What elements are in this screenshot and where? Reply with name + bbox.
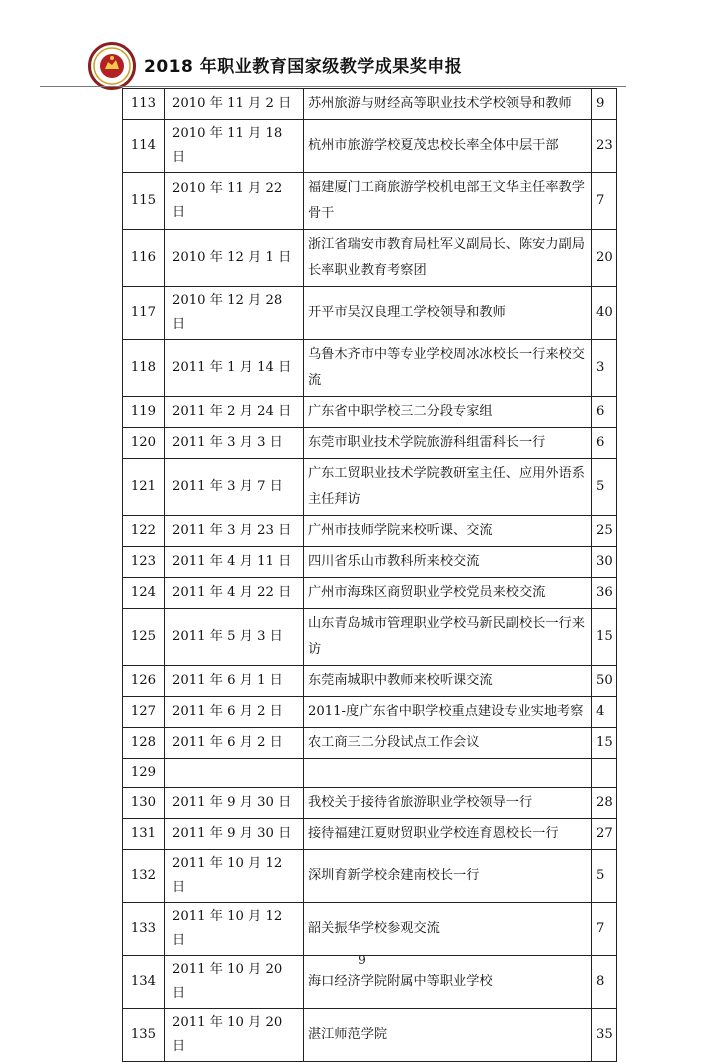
row-number: 121 (123, 459, 165, 516)
visitor-count: 20 (592, 230, 617, 287)
visit-description: 韶关振华学校参观交流 (304, 903, 592, 956)
row-number: 125 (123, 609, 165, 666)
row-number: 123 (123, 547, 165, 578)
visitor-count: 8 (592, 956, 617, 1009)
visit-description: 湛江师范学院 (304, 1009, 592, 1062)
visit-description: 四川省乐山市教科所来校交流 (304, 547, 592, 578)
visit-description: 东莞市职业技术学院旅游科组雷科长一行 (304, 428, 592, 459)
visit-date: 2011 年 10 月 12 日 (165, 850, 304, 903)
visitor-count: 40 (592, 287, 617, 340)
visitor-count: 28 (592, 788, 617, 819)
table-row (123, 230, 617, 287)
visitor-count: 15 (592, 728, 617, 759)
table-row (123, 459, 617, 516)
visitor-count: 6 (592, 397, 617, 428)
visitor-count: 27 (592, 819, 617, 850)
row-number: 114 (123, 120, 165, 173)
visit-description: 广东省中职学校三二分段专家组 (304, 397, 592, 428)
table-row (123, 397, 617, 428)
visit-description: 广州市海珠区商贸职业学校党员来校交流 (304, 578, 592, 609)
visit-date: 2010 年 12 月 1 日 (165, 230, 304, 287)
row-number: 115 (123, 173, 165, 230)
row-number: 128 (123, 728, 165, 759)
table-row (123, 609, 617, 666)
table-row (123, 516, 617, 547)
visit-description: 我校关于接待省旅游职业学校领导一行 (304, 788, 592, 819)
visitor-count: 7 (592, 903, 617, 956)
visit-date: 2011 年 2 月 24 日 (165, 397, 304, 428)
row-number: 129 (123, 759, 165, 788)
row-number: 118 (123, 340, 165, 397)
row-number: 127 (123, 697, 165, 728)
seal-graphic (91, 45, 133, 87)
visit-date: 2011 年 3 月 3 日 (165, 428, 304, 459)
page-number: 9 (358, 953, 366, 967)
visit-log-rows (123, 89, 617, 1062)
table-row (123, 666, 617, 697)
visit-date: 2010 年 12 月 28 日 (165, 287, 304, 340)
table-row (123, 697, 617, 728)
row-number: 116 (123, 230, 165, 287)
table-row (123, 728, 617, 759)
row-number: 130 (123, 788, 165, 819)
visit-description: 广州市技师学院来校听课、交流 (304, 516, 592, 547)
row-number: 122 (123, 516, 165, 547)
table-row (123, 578, 617, 609)
visit-date: 2011 年 4 月 11 日 (165, 547, 304, 578)
table-row (123, 340, 617, 397)
visit-date: 2011 年 9 月 30 日 (165, 788, 304, 819)
document-title: 2018 年职业教育国家级教学成果奖申报 (144, 57, 463, 77)
visit-date: 2011 年 1 月 14 日 (165, 340, 304, 397)
visit-date: 2011 年 5 月 3 日 (165, 609, 304, 666)
visit-description: 农工商三二分段试点工作会议 (304, 728, 592, 759)
table-row (123, 89, 617, 120)
visit-date (165, 759, 304, 788)
school-seal-icon (88, 42, 136, 90)
table-row (123, 428, 617, 459)
visit-date: 2011 年 4 月 22 日 (165, 578, 304, 609)
table-row (123, 850, 617, 903)
visit-description: 开平市吴汉良理工学校领导和教师 (304, 287, 592, 340)
visit-description: 东莞南城职中教师来校听课交流 (304, 666, 592, 697)
visit-date: 2011 年 3 月 23 日 (165, 516, 304, 547)
visit-description: 苏州旅游与财经高等职业技术学校领导和教师 (304, 89, 592, 120)
visit-description: 乌鲁木齐市中等专业学校周冰冰校长一行来校交流 (304, 340, 592, 397)
visit-description: 山东青岛城市管理职业学校马新民副校长一行来访 (304, 609, 592, 666)
table-row (123, 547, 617, 578)
table-row (123, 903, 617, 956)
visitor-count: 36 (592, 578, 617, 609)
visit-log-table (122, 88, 617, 1062)
visit-description: 海口经济学院附属中等职业学校 (304, 956, 592, 1009)
visit-description: 杭州市旅游学校夏茂忠校长率全体中层干部 (304, 120, 592, 173)
visitor-count: 30 (592, 547, 617, 578)
row-number: 117 (123, 287, 165, 340)
visit-description: 2011-度广东省中职学校重点建设专业实地考察 (304, 697, 592, 728)
visitor-count: 9 (592, 89, 617, 120)
visit-date: 2011 年 3 月 7 日 (165, 459, 304, 516)
table-row (123, 819, 617, 850)
visit-description (304, 759, 592, 788)
row-number: 124 (123, 578, 165, 609)
row-number: 113 (123, 89, 165, 120)
visit-date: 2011 年 6 月 1 日 (165, 666, 304, 697)
row-number: 135 (123, 1009, 165, 1062)
table-row (123, 173, 617, 230)
row-number: 132 (123, 850, 165, 903)
visitor-count: 4 (592, 697, 617, 728)
visit-date: 2011 年 6 月 2 日 (165, 697, 304, 728)
table-row (123, 120, 617, 173)
visit-date: 2011 年 10 月 12 日 (165, 903, 304, 956)
table-row (123, 788, 617, 819)
header-divider (40, 86, 626, 87)
visit-date: 2011 年 6 月 2 日 (165, 728, 304, 759)
visitor-count: 35 (592, 1009, 617, 1062)
visitor-count: 3 (592, 340, 617, 397)
visitor-count: 5 (592, 459, 617, 516)
table-row (123, 759, 617, 788)
visit-description: 福建厦门工商旅游学校机电部王文华主任率教学骨干 (304, 173, 592, 230)
visit-description: 深圳育新学校余建南校长一行 (304, 850, 592, 903)
row-number: 131 (123, 819, 165, 850)
table-row (123, 1009, 617, 1062)
row-number: 134 (123, 956, 165, 1009)
visitor-count: 7 (592, 173, 617, 230)
table-row (123, 287, 617, 340)
visitor-count: 5 (592, 850, 617, 903)
visit-date: 2011 年 10 月 20 日 (165, 956, 304, 1009)
visitor-count: 25 (592, 516, 617, 547)
row-number: 120 (123, 428, 165, 459)
visit-date: 2011 年 9 月 30 日 (165, 819, 304, 850)
visit-date: 2010 年 11 月 22 日 (165, 173, 304, 230)
visitor-count (592, 759, 617, 788)
visit-description: 浙江省瑞安市教育局杜军义副局长、陈安力副局长率职业教育考察团 (304, 230, 592, 287)
visitor-count: 15 (592, 609, 617, 666)
visit-description: 广东工贸职业技术学院教研室主任、应用外语系主任拜访 (304, 459, 592, 516)
visit-date: 2010 年 11 月 2 日 (165, 89, 304, 120)
visit-description: 接待福建江夏财贸职业学校连育恩校长一行 (304, 819, 592, 850)
visit-date: 2010 年 11 月 18 日 (165, 120, 304, 173)
row-number: 126 (123, 666, 165, 697)
visitor-count: 23 (592, 120, 617, 173)
visitor-count: 50 (592, 666, 617, 697)
row-number: 119 (123, 397, 165, 428)
visit-date: 2011 年 10 月 20 日 (165, 1009, 304, 1062)
row-number: 133 (123, 903, 165, 956)
visitor-count: 6 (592, 428, 617, 459)
